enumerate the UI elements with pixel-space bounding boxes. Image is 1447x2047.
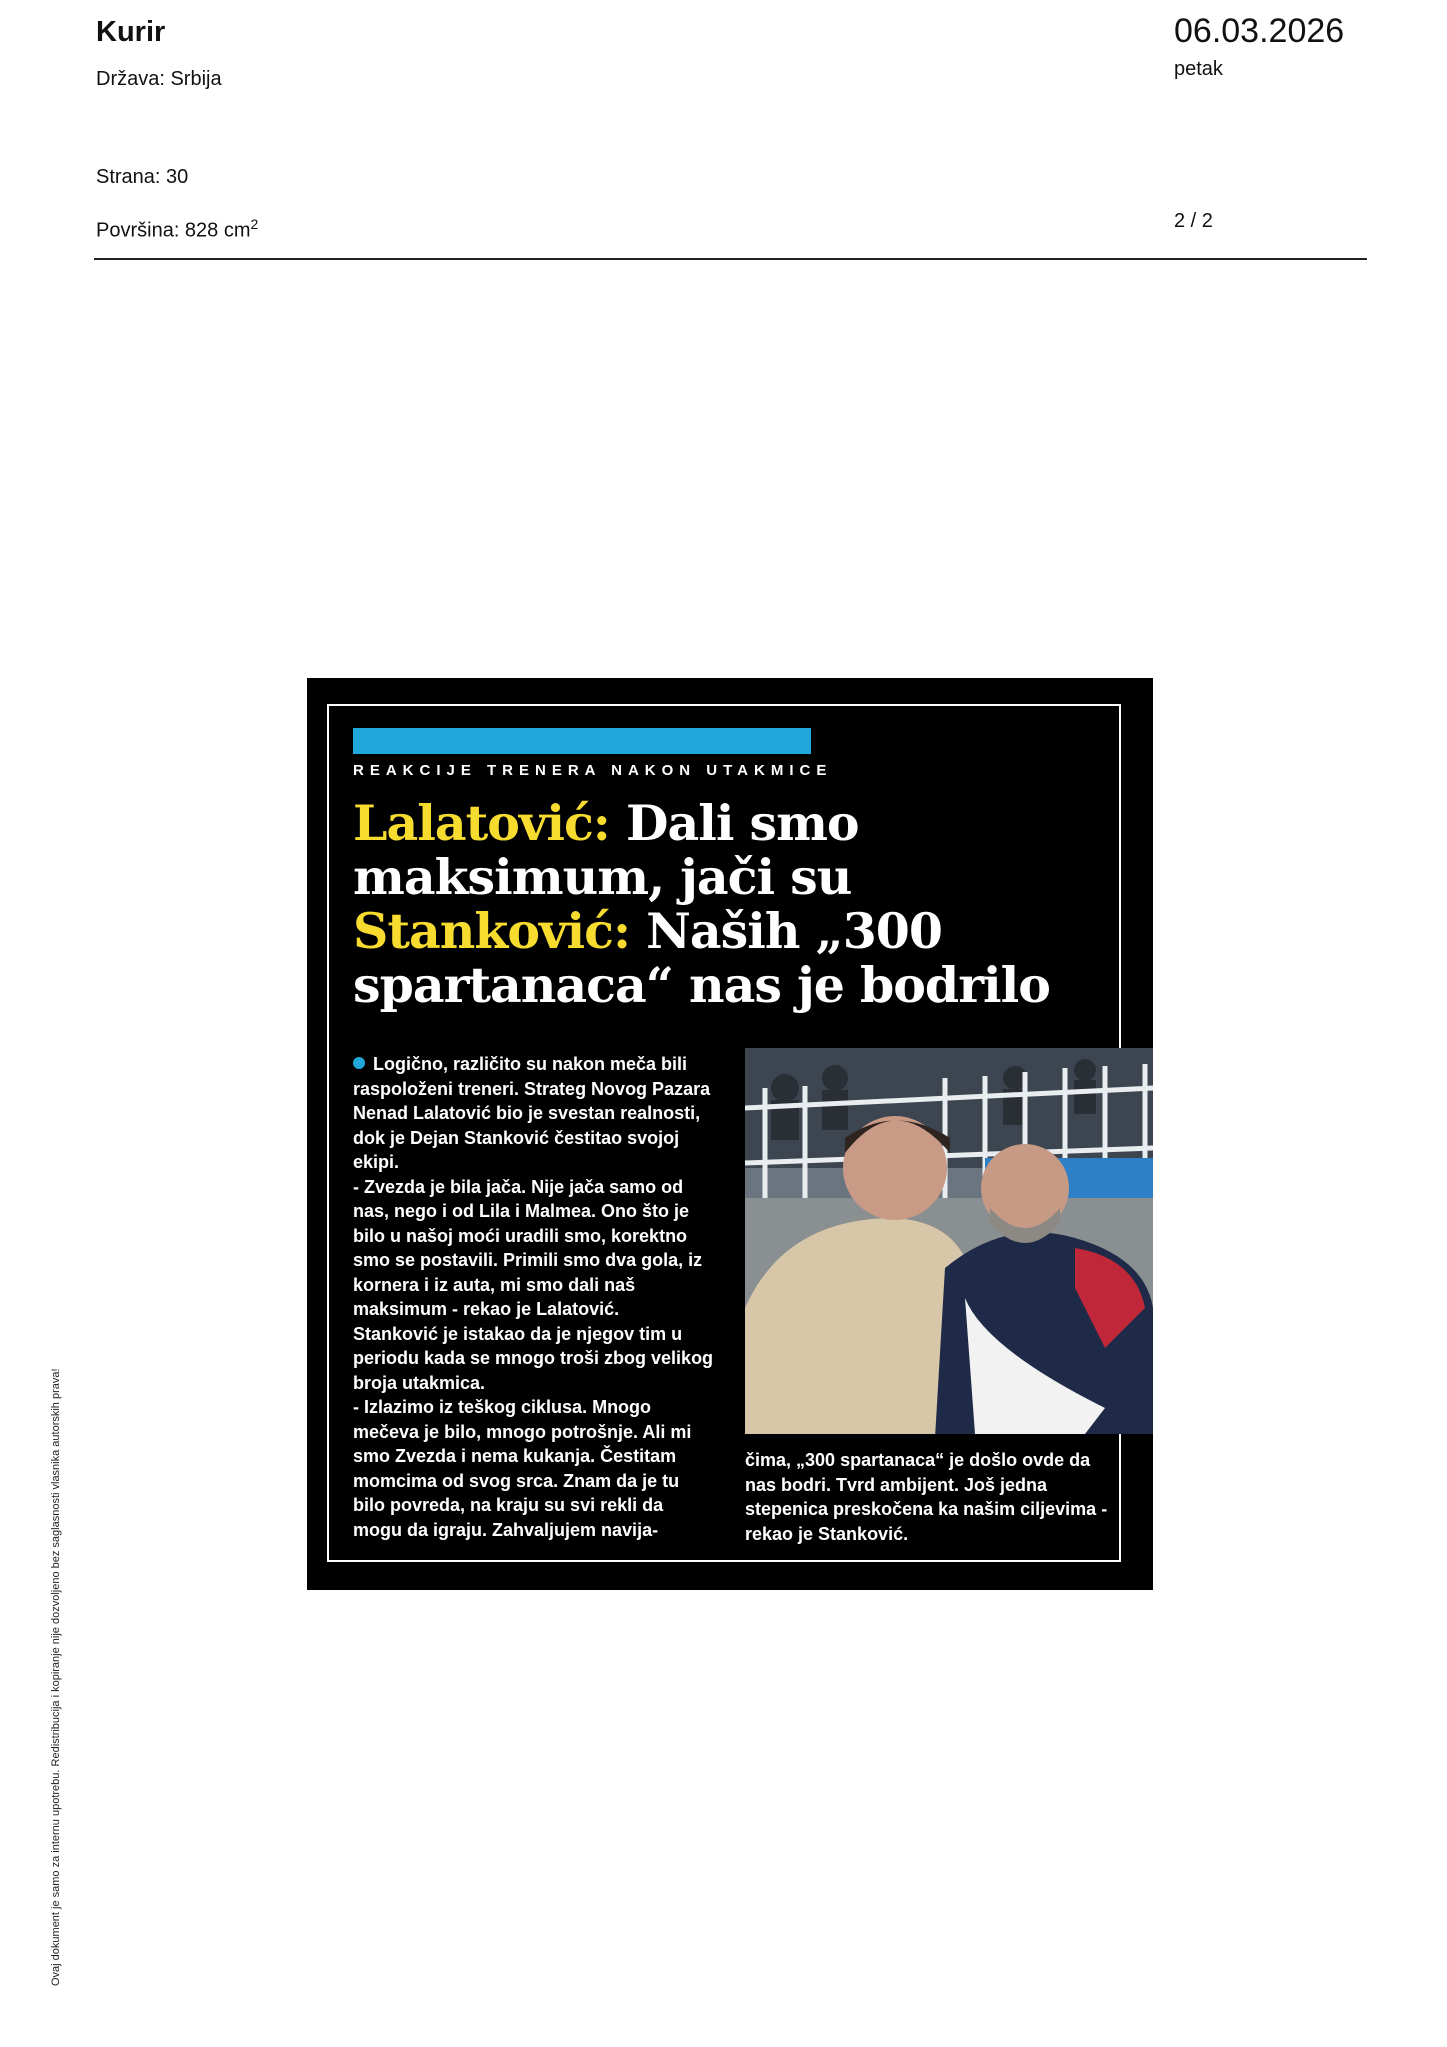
kicker-bar bbox=[353, 728, 811, 754]
area-label bbox=[96, 216, 258, 243]
coaches-embrace-photo bbox=[745, 1048, 1153, 1434]
article-headline bbox=[353, 796, 1093, 1012]
headline-name-2: Stanković: bbox=[353, 902, 631, 960]
country-label: Država: Srbija bbox=[96, 68, 222, 90]
article-paragraph: Stanković je istakao da je njegov tim u periodu kada se mnogo troši zbog velikog broja utakmica. bbox=[353, 1323, 714, 1393]
area-value: Površina: 828 cm bbox=[96, 219, 251, 242]
article-paragraph: - Zvezda je bila jača. Nije jača samo od nas, nego i od Lila i Malmea. Ono što je bilo u našoj moći uradili smo, korektno smo se postavili. Primili smo dva gola, iz kornera i iz auta, mi smo dali naš maksimum - rekao je Lalatović. bbox=[353, 1176, 703, 1319]
header-divider bbox=[94, 258, 1367, 260]
pager: 2 / 2 bbox=[1174, 210, 1213, 232]
issue-weekday: petak bbox=[1174, 58, 1223, 80]
article-paragraph: - Izlazimo iz teškog ciklusa. Mnogo mečeva je bilo, mnogo potrošnje. Ali mi smo Zvezda i nema kukanja. Čestitam momcima od svog srca. Znam da je tu bilo povreda, na kraju su svi rekli da mogu da igraju. Zahvaljujem navija- bbox=[353, 1397, 692, 1540]
article-clipping bbox=[307, 678, 1153, 1590]
publication-name: Kurir bbox=[96, 16, 166, 48]
issue-date: 06.03.2026 bbox=[1174, 12, 1345, 50]
article-paragraph bbox=[353, 1052, 715, 1175]
headline-text-2: Naših „300 spartanaca“ nas je bodrilo bbox=[353, 902, 1050, 1014]
paragraph-text: Logično, različito su nakon meča bili raspoloženi treneri. Strateg Novog Pazara Nenad Lalatović bio je svestan realnosti, dok je Dejan Stanković čestitao svojoj ekipi. bbox=[353, 1054, 711, 1172]
copyright-notice: Ovaj dokument je samo za internu upotrebu. Redistribucija i kopiranje nije dozvoljeno bez saglasnosti vlasnika autorskih prava! bbox=[50, 1368, 62, 1986]
article-kicker: REAKCIJE TRENERA NAKON UTAKMICE bbox=[353, 762, 833, 779]
article-photo bbox=[745, 1048, 1153, 1434]
article-body-column-2 bbox=[745, 1448, 1115, 1546]
page-number: Strana: 30 bbox=[96, 166, 189, 188]
headline-text-1: Dali smo maksimum, jači su bbox=[353, 794, 859, 906]
article-body-column-1 bbox=[353, 1052, 715, 1542]
article-paragraph: čima, „300 spartanaca“ je došlo ovde da nas bodri. Tvrd ambijent. Još jedna stepenica preskočena ka našim ciljevima - rekao je Stanković. bbox=[745, 1450, 1108, 1544]
headline-name-1: Lalatović: bbox=[353, 794, 610, 852]
bullet-icon bbox=[353, 1057, 365, 1069]
area-unit-exponent: 2 bbox=[250, 216, 259, 232]
